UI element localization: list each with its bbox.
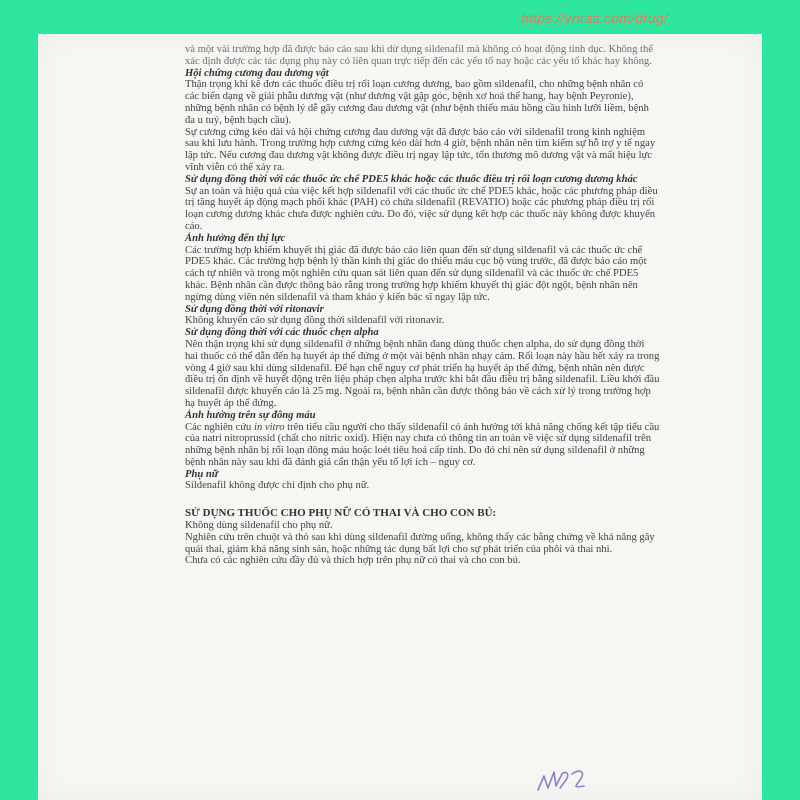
paragraph-women: Sildenafil không được chỉ định cho phụ nữ. [185, 480, 370, 492]
heading-alpha-blockers: Sử dụng đồng thời với các thuốc chẹn alpha [185, 327, 379, 339]
scanned-page [38, 34, 762, 800]
pregnancy-line-1: Không dùng sildenafil cho phụ nữ. [185, 520, 333, 532]
section-gap [185, 492, 660, 502]
heading-vision: Ảnh hưởng đến thị lực [185, 232, 286, 244]
handwritten-signature [532, 760, 602, 798]
coag-text-start: Các nghiên cứu [185, 421, 254, 433]
paragraph-alpha-blockers: Nên thận trọng khi sử dụng sildenafil ở những bệnh nhân đang dùng thuốc chẹn alpha, do sử dụng đồng thời hai thuốc có thể dẫn đến hạ huyết áp thế đứng ở một vài bệnh nhân nhạy cảm. Rối loạn này hầu hết xảy ra trong vòng 4 giờ sau khi dùng sildenafil. Để hạn chế nguy cơ phát triển hạ huyết áp thế đứng, bệnh nhân nên được điều trị ổn định về huyết động trên liệu pháp chẹn alpha trước khi bắt đầu điều trị bằng sildenafil. Liều khởi đầu sildenafil được khuyến cáo là 25 mg. Ngoài ra, bệnh nhân cần được thông báo về cách xử lý trong trường hợp hạ huyết áp thế đứng. [185, 338, 660, 409]
heading-women: Phụ nữ [185, 468, 219, 480]
section-title-pregnancy: SỬ DỤNG THUỐC CHO PHỤ NỮ CÓ THAI VÀ CHO CON BÚ: [185, 507, 497, 520]
paragraph-coagulation [185, 422, 660, 469]
paragraph-priapism-caution: Thận trọng khi kê đơn các thuốc điều trị rối loạn cương dương, bao gồm sildenafil, cho những bệnh nhân có các biến dạng về giải phẫu dương vật (như dương vật gập góc, bệnh xơ hoá thể hang, hay bệnh Peyronie), những bệnh nhân có bệnh lý dễ gây cương đau dương vật (như bệnh thiếu máu hồng cầu hình lưỡi liềm, bệnh đa u tuỷ, bệnh bạch cầu). [185, 79, 649, 126]
coag-in-vitro: in vitro [254, 421, 285, 433]
paragraph-priapism-prolonged: Sự cương cứng kéo dài và hội chứng cương đau dương vật đã được báo cáo với sildenafil trong kinh nghiệm sau khi lưu hành. Trong trường hợp cương cứng kéo dài hơn 4 giờ, bệnh nhân nên tìm kiếm sự hỗ trợ y tế ngay lập tức. Nếu cương đau dương vật không được điều trị ngay lập tức, tổn thương mô dương vật và mất hiệu lực vĩnh viễn có thể xảy ra. [185, 126, 656, 173]
source-url-watermark[interactable]: https://vnras.com/drug/ [521, 10, 668, 26]
paragraph-ritonavir: Không khuyến cáo sử dụng đồng thời sildenafil với ritonavir. [185, 315, 445, 327]
pregnancy-line-3: Chưa có các nghiên cứu đầy đủ và thích hợp trên phụ nữ có thai và cho con bú. [185, 555, 521, 567]
heading-priapism: Hội chứng cương đau dương vật [185, 67, 329, 79]
heading-pde5-combination: Sử dụng đồng thời với các thuốc ức chế PDE5 khác hoặc các thuốc điều trị rối loạn cương dương khác [185, 173, 638, 185]
paragraph-pde5-combination: Sự an toàn và hiệu quả của việc kết hợp sildenafil với các thuốc ức chế PDE5 khác, hoặc các phương pháp điều trị tăng huyết áp động mạch phổi khác (PAH) có chứa sildenafil (REVATIO) hoặc các phương pháp điều trị rối loạn cương dương khác chưa được nghiên cứu. Do đó, việc sử dụng kết hợp các thuốc này không được khuyến cáo. [185, 185, 658, 232]
pregnancy-line-2: Nghiên cứu trên chuột và thỏ sau khi dùng sildenafil đường uống, không thấy các bằng chứng về khả năng gây quái thai, giảm khả năng sinh sản, hoặc những tác dụng bất lợi cho sự phát triển của phôi và thai nhi. [185, 531, 655, 555]
heading-coagulation: Ảnh hưởng trên sự đông máu [185, 409, 316, 421]
document-body [185, 44, 660, 567]
coag-text-end: trên tiểu cầu người cho thấy sildenafil có ảnh hưởng tới khả năng chống kết tập tiểu cầu của natri nitroprussid (chất cho nitric oxid). Hiện nay chưa có thông tin an toàn về việc sử dụng sildenafil trên những bệnh nhân bị rối loạn đông máu hoặc loét tiêu hoá cấp tính. Do đó chỉ nên sử dụng sildenafil ở những bệnh nhân này sau khi đã đánh giá cẩn thận yếu tố lợi ích – nguy cơ. [185, 421, 660, 468]
heading-ritonavir: Sử dụng đồng thời với ritonavir [185, 303, 324, 315]
paragraph-vision: Các trường hợp khiếm khuyết thị giác đã được báo cáo liên quan đến sử dụng sildenafil và các thuốc ức chế PDE5 khác. Các trường hợp bệnh lý thần kinh thị giác do thiếu máu cục bộ vùng trước, đã được báo cáo một cách tự nhiên và trong một nghiên cứu quan sát liên quan đến sử dụng sildenafil và các thuốc ức chế PDE5 khác. Bệnh nhân cần được thông báo rằng trong trường hợp khiếm khuyết thị giác đột ngột, bệnh nhân nên ngừng dùng viên nén sildenafil và tham khảo ý kiến bác sĩ ngay lập tức. [185, 244, 647, 303]
intro-paragraph: và một vài trường hợp đã được báo cáo sau khi dừ dụng sildenafil mà không có hoạt động tình dục. Không thể xác định được các tác dụng phụ này có liên quan trực tiếp đến các yếu tố nay hoặc các yếu tố khác hay không. [185, 44, 653, 67]
